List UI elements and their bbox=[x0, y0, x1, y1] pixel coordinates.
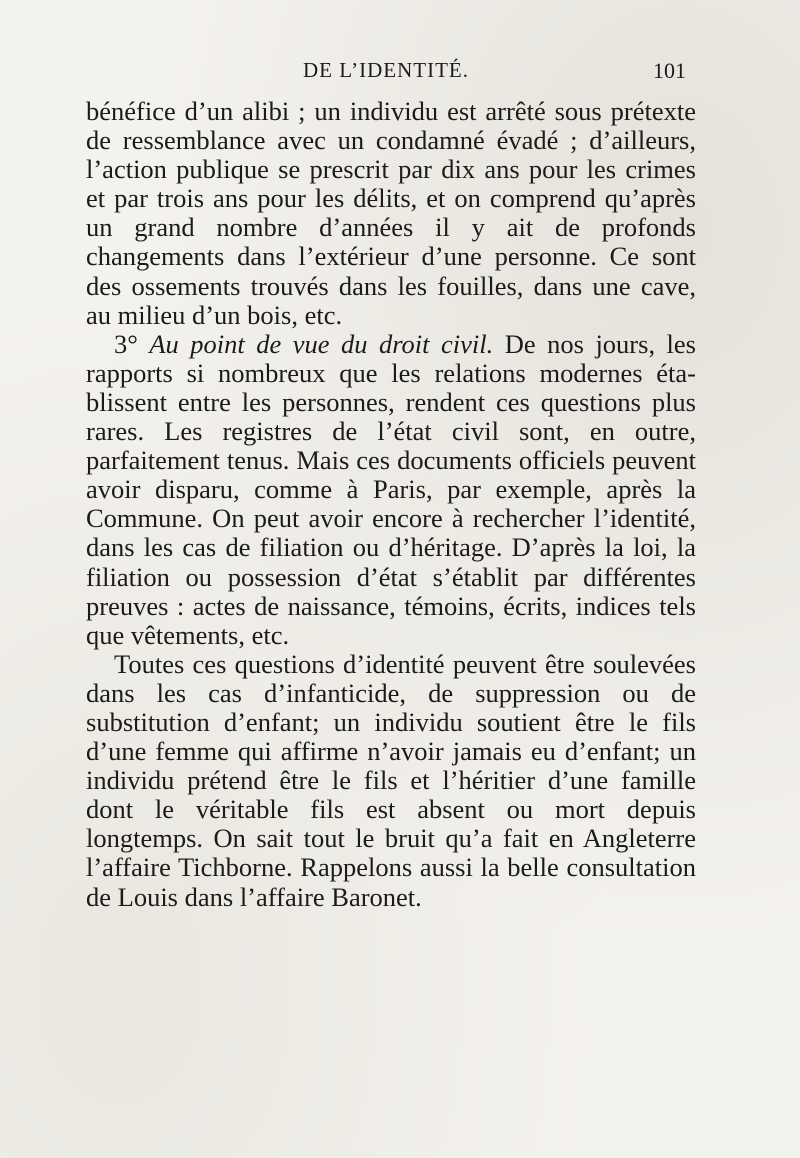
page-body bbox=[86, 97, 696, 912]
section-number: 3° bbox=[114, 328, 150, 359]
paragraph-2-text: De nos jours, les rapports si nombreux que les relations modernes établissent entre les personnes, rendent ces questions plus rares. Les registres de l’état civil sont, en outre, parfaitement tenus. Mais ces documents officiels peuvent avoir disparu, comme à Paris, par exemple, après la Commune. On peut avoir encore à rechercher l’identité, dans les cas de filiation ou d’héritage. D’après la loi, la filiation ou possession d’état s’établit par différentes preuves : actes de naissance, témoins, écrits, indices tels que vêtements, etc. bbox=[86, 328, 696, 650]
paragraph-1: bénéfice d’un alibi ; un individu est arrêté sous prétexte de ressemblance avec un condamné évadé ; d’ailleurs, l’action publique se prescrit par dix ans pour les crimes et par trois ans pour les délits, et on comprend qu’après un grand nombre d’années il y ait de profonds changements dans l’extérieur d’une personne. Ce sont des ossements trouvés dans les fouilles, dans une cave, au milieu d’un bois, etc. bbox=[86, 96, 696, 330]
paragraph-2 bbox=[86, 330, 696, 650]
running-head: DE L’IDENTITÉ. bbox=[302, 58, 469, 82]
paragraph-3: Toutes ces questions d’identité peuvent être soulevées dans les cas d’infanticide, de suppression ou de substitution d’enfant; un individu soutient être le fils d’une femme qui affirme n’avoir jamais eu d’enfant; un individu prétend être le fils et l’héritier d’une famille dont le véritable fils est absent ou mort depuis longtemps. On sait tout le bruit qu’a fait en Angleterre l’affaire Tichborne. Rappelons aussi la belle consultation de Louis dans l’affaire Baronet. bbox=[86, 648, 696, 912]
page-header bbox=[86, 58, 686, 90]
page-number: 101 bbox=[653, 58, 686, 83]
section-title: Au point de vue du droit civil. bbox=[149, 328, 494, 359]
